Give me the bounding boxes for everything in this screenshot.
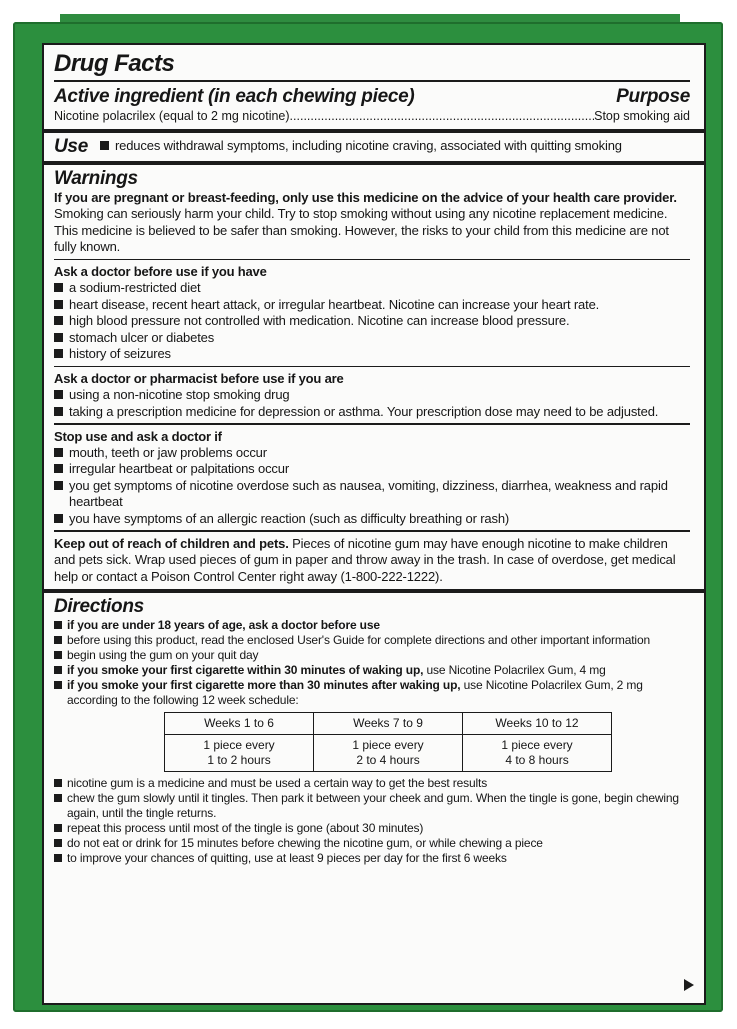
keep-out-text: Pieces of nicotine gum may have enough nicotine to make children and pets sick. Wrap used pieces of gum in paper and throw away in the trash. In case of overdose, get medical help or contact a Poison Control Center right away (1-800-222-1222). <box>54 535 676 584</box>
list-item-text: irregular heartbeat or palpitations occur <box>69 461 290 476</box>
bullet-icon <box>54 651 62 659</box>
list-item-text: begin using the gum on your quit day <box>67 648 259 662</box>
ask-doctor-heading: Ask a doctor before use if you have <box>54 264 267 279</box>
list-item <box>54 633 690 648</box>
bullet-icon <box>54 448 63 457</box>
bullet-icon <box>54 636 62 644</box>
list-item-text: mouth, teeth or jaw problems occur <box>69 444 267 460</box>
page-title: Drug Facts <box>54 50 175 77</box>
list-item <box>54 478 690 511</box>
divider <box>54 80 690 82</box>
ask-pharmacist-heading: Ask a doctor or pharmacist before use if you are <box>54 371 344 386</box>
table-header-cell: Weeks 1 to 6 <box>165 713 314 735</box>
ask-pharmacist-list <box>54 387 690 420</box>
ingredient-row <box>54 108 690 124</box>
bullet-icon <box>54 794 62 802</box>
bullet-icon <box>54 333 63 342</box>
dose-amount: 1 piece every <box>203 738 275 752</box>
list-item-text: you have symptoms of an allergic reaction (such as difficulty breathing or rash) <box>69 510 510 526</box>
keep-out-warning <box>54 536 690 590</box>
list-item-bold: if you are under 18 years of age, ask a doctor before use <box>67 618 380 632</box>
ingredient-text: Nicotine polacrilex (equal to 2 mg nicotine) <box>54 108 290 123</box>
pregnancy-warning-text: Smoking can seriously harm your child. Try to stop smoking without using any nicotine replacement medicine. This medicine is believed to be safer than smoking. However, the risks to your child from this medicine are not fully known. <box>54 206 669 254</box>
warnings-heading: Warnings <box>54 167 138 189</box>
bullet-icon <box>54 514 63 523</box>
list-item <box>54 663 690 678</box>
list-item-text: a sodium-restricted diet <box>69 280 201 295</box>
leader-dots <box>290 108 595 124</box>
list-item <box>54 678 690 708</box>
list-item <box>54 461 690 478</box>
use-heading: Use <box>54 135 88 157</box>
bullet-icon <box>54 839 62 847</box>
list-item-text: using a non-nicotine stop smoking drug <box>69 387 290 402</box>
bullet-icon <box>100 141 109 150</box>
divider <box>54 530 690 532</box>
divider <box>54 366 690 368</box>
dose-interval: 2 to 4 hours <box>356 753 420 767</box>
bullet-icon <box>54 283 63 292</box>
stop-use-list <box>54 445 690 528</box>
bullet-icon <box>54 300 63 309</box>
list-item-text: use Nicotine Polacrilex Gum, 2 mg according to the following 12 week schedule: <box>67 678 643 707</box>
list-item-text: history of seizures <box>69 346 171 361</box>
list-item-text: heart disease, recent heart attack, or irregular heartbeat. Nicotine can increase your heart rate. <box>69 296 600 312</box>
use-text: reduces withdrawal symptoms, including nicotine craving, associated with quitting smoking <box>114 138 622 154</box>
table-row <box>165 735 612 772</box>
stop-use-heading: Stop use and ask a doctor if <box>54 428 222 444</box>
list-item <box>54 511 690 528</box>
bullet-icon <box>54 349 63 358</box>
ask-doctor-list <box>54 280 690 363</box>
table-cell <box>165 735 314 772</box>
table-header-row <box>165 713 612 735</box>
dose-amount: 1 piece every <box>352 738 424 752</box>
bullet-icon <box>54 621 62 629</box>
list-item <box>54 404 690 421</box>
list-item-text: chew the gum slowly until it tingles. Then park it between your cheek and gum. When the tingle is gone, begin chewing again, until the tingle returns. <box>67 791 679 820</box>
bullet-icon <box>54 779 62 787</box>
dose-amount: 1 piece every <box>501 738 573 752</box>
list-item <box>54 445 690 462</box>
list-item-text: nicotine gum is a medicine and must be used a certain way to get the best results <box>67 776 488 790</box>
list-item <box>54 313 690 330</box>
purpose-heading: Purpose <box>616 85 690 107</box>
table-header-cell: Weeks 7 to 9 <box>314 713 463 735</box>
list-item <box>54 836 690 851</box>
bullet-icon <box>54 481 63 490</box>
keep-out-bold: Keep out of reach of children and pets. <box>54 535 289 551</box>
bullet-icon <box>54 666 62 674</box>
list-item <box>54 297 690 314</box>
active-ingredient-heading: Active ingredient (in each chewing piece) <box>54 85 415 107</box>
bullet-icon <box>54 390 63 399</box>
list-item <box>54 776 690 791</box>
continue-arrow-icon <box>684 979 694 991</box>
purpose-text: Stop smoking aid <box>594 108 690 123</box>
bullet-icon <box>54 316 63 325</box>
directions-after-list <box>54 776 690 866</box>
table-header-cell: Weeks 10 to 12 <box>463 713 612 735</box>
directions-section <box>44 593 704 866</box>
list-item-text: before using this product, read the enclosed User's Guide for complete directions and other important information <box>67 633 650 647</box>
list-item <box>54 821 690 836</box>
list-item <box>54 791 690 821</box>
directions-heading: Directions <box>54 596 144 617</box>
bullet-icon <box>54 824 62 832</box>
list-item-text: you get symptoms of nicotine overdose such as nausea, vomiting, dizziness, diarrhea, weakness and rapid heartbeat <box>69 477 668 509</box>
divider <box>54 259 690 261</box>
list-item <box>54 387 690 404</box>
list-item-text: stomach ulcer or diabetes <box>69 329 215 345</box>
pregnancy-warning <box>54 190 690 256</box>
dosing-schedule-table <box>164 712 612 772</box>
pregnancy-warning-bold: If you are pregnant or breast-feeding, only use this medicine on the advice of your health care provider. <box>54 189 677 205</box>
bullet-icon <box>54 464 63 473</box>
bullet-icon <box>54 407 63 416</box>
divider <box>54 423 690 425</box>
directions-list <box>54 618 690 708</box>
list-item <box>54 851 690 866</box>
list-item-text: high blood pressure not controlled with medication. Nicotine can increase blood pressure. <box>69 313 570 328</box>
drug-facts-panel <box>42 43 706 1005</box>
title-section <box>44 45 704 77</box>
warnings-section <box>44 165 704 590</box>
use-section <box>44 133 704 161</box>
table-cell <box>314 735 463 772</box>
list-item <box>54 648 690 663</box>
list-item <box>54 330 690 347</box>
dose-interval: 4 to 8 hours <box>505 753 569 767</box>
list-item <box>54 618 690 633</box>
bullet-icon <box>54 681 62 689</box>
active-ingredient-section <box>44 86 704 124</box>
list-item-text: do not eat or drink for 15 minutes before chewing the nicotine gum, or while chewing a piece <box>67 836 543 850</box>
list-item-bold: if you smoke your first cigarette within 30 minutes of waking up, <box>67 663 424 677</box>
list-item-text: to improve your chances of quitting, use at least 9 pieces per day for the first 6 weeks <box>67 851 507 865</box>
dose-interval: 1 to 2 hours <box>207 753 271 767</box>
list-item-text: taking a prescription medicine for depression or asthma. Your prescription dose may need to be adjusted. <box>69 403 659 419</box>
list-item-text: use Nicotine Polacrilex Gum, 4 mg <box>423 663 606 677</box>
list-item-bold: if you smoke your first cigarette more than 30 minutes after waking up, <box>67 678 461 692</box>
list-item <box>54 280 690 297</box>
list-item <box>54 346 690 363</box>
bullet-icon <box>54 854 62 862</box>
table-cell <box>463 735 612 772</box>
list-item-text: repeat this process until most of the tingle is gone (about 30 minutes) <box>67 821 424 835</box>
